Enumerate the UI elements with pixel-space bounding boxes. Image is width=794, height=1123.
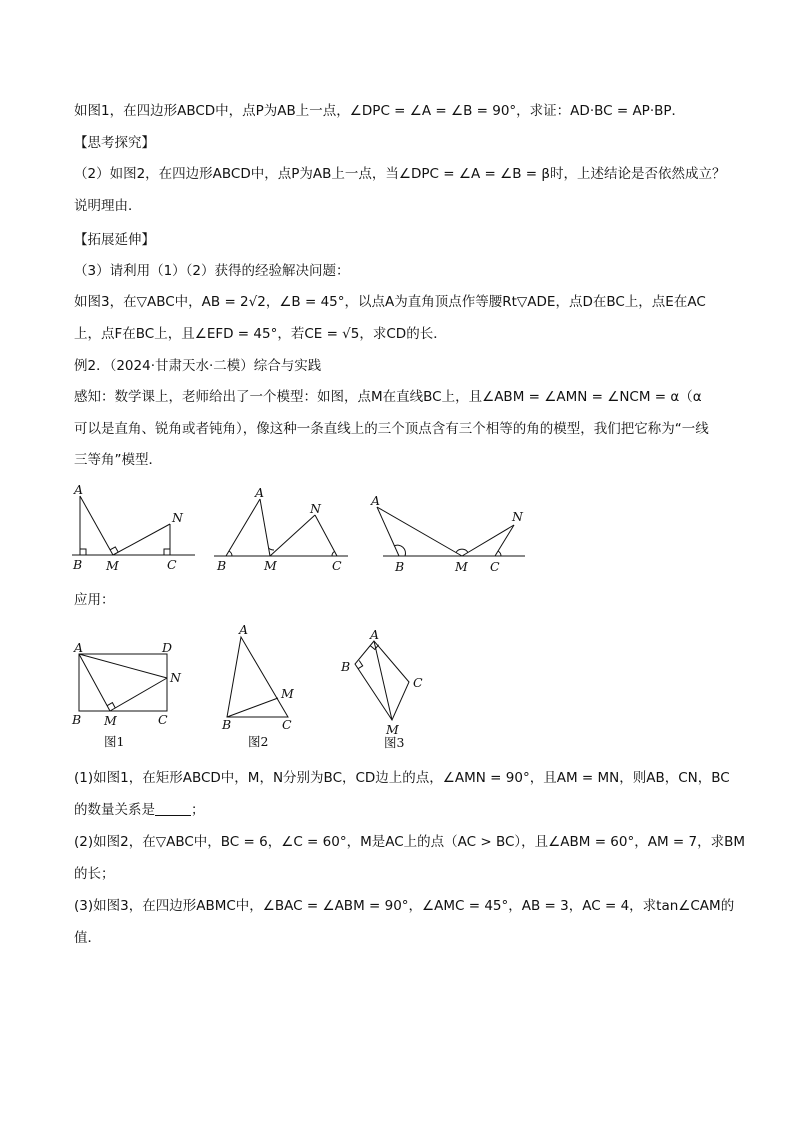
application-heading: 应用：	[74, 592, 115, 608]
svg-text:A: A	[74, 482, 84, 497]
svg-text:A: A	[370, 627, 380, 642]
svg-text:A: A	[239, 622, 249, 637]
answer-blank[interactable]	[155, 801, 191, 816]
model-figure-right-angle	[70, 480, 200, 575]
svg-text:C: C	[158, 712, 168, 727]
question-1-prompt: 的数量关系是	[74, 802, 155, 818]
svg-text:N: N	[310, 501, 321, 516]
question-1-answer-line	[74, 800, 205, 820]
svg-text:B: B	[72, 712, 82, 727]
question-1-statement: (1)如图1，在矩形ABCD中，M，N分别为BC，CD边上的点，∠AMN = 90°，且AM = MN，则AB，CN，BC	[74, 770, 730, 786]
svg-text:N: N	[512, 509, 523, 524]
example-2-heading: 例2．（2024·甘肃天水·二模）综合与实践	[74, 358, 322, 374]
svg-text:C: C	[167, 557, 177, 572]
svg-text:M: M	[106, 558, 119, 573]
problem-2-statement-cont: 说明理由．	[74, 198, 142, 214]
question-3-statement: (3)如图3，在四边形ABMC中，∠BAC = ∠ABM = 90°，∠AMC = 45°，AB = 3，AC = 4，求tan∠CAM的	[74, 898, 735, 914]
svg-text:B: B	[217, 558, 227, 573]
model-figure-acute-angle	[212, 485, 352, 575]
question-1-end: ；	[191, 802, 205, 818]
svg-text:图3: 图3	[384, 735, 405, 750]
svg-text:B: B	[341, 659, 351, 674]
problem-3-statement: 如图3，在▽ABC中，AB = 2√2，∠B = 45°，以点A为直角顶点作等腰Rt▽ADE，点D在BC上，点E在AC	[74, 294, 706, 310]
svg-text:C: C	[282, 717, 292, 732]
svg-text:C: C	[332, 558, 342, 573]
perception-statement-cont: 可以是直角、锐角或者钝角），像这种一条直线上的三个顶点含有三个相等的角的模型，我们把它称为“一线	[74, 421, 709, 437]
problem-2-statement: （2）如图2，在四边形ABCD中，点P为AB上一点，当∠DPC = ∠A = ∠B = β时，上述结论是否依然成立？	[74, 166, 726, 182]
svg-text:A: A	[74, 640, 84, 655]
section-heading-think: 【思考探究】	[74, 135, 155, 151]
application-figure-3	[330, 627, 430, 752]
perception-statement-end: 三等角”模型．	[74, 452, 162, 468]
svg-text:M: M	[104, 713, 117, 728]
model-figure-obtuse-angle	[368, 490, 528, 575]
svg-text:M: M	[264, 558, 277, 573]
svg-text:D: D	[162, 640, 173, 655]
question-3-statement-cont: 值．	[74, 930, 101, 946]
svg-text:A: A	[371, 493, 381, 508]
svg-text:B: B	[222, 717, 232, 732]
problem-1-statement: 如图1，在四边形ABCD中，点P为AB上一点，∠DPC = ∠A = ∠B = 90°，求证：AD·BC = AP·BP．	[74, 103, 686, 119]
svg-text:B: B	[73, 557, 83, 572]
svg-text:A: A	[255, 485, 265, 500]
problem-3-statement-cont: 上，点F在BC上，且∠EFD = 45°，若CE = √5，求CD的长．	[74, 326, 447, 342]
svg-text:N: N	[170, 670, 181, 685]
svg-text:M: M	[281, 686, 294, 701]
application-figure-2	[218, 620, 308, 752]
svg-text:图1: 图1	[104, 734, 125, 749]
question-2-statement: (2)如图2，在▽ABC中，BC = 6，∠C = 60°，M是AC上的点（AC > BC），且∠ABM = 60°，AM = 7，求BM	[74, 834, 745, 850]
perception-statement: 感知：数学课上，老师给出了一个模型：如图，点M在直线BC上，且∠ABM = ∠AMN = ∠NCM = α（α	[74, 389, 702, 405]
svg-text:C: C	[413, 675, 423, 690]
svg-text:B: B	[395, 559, 405, 574]
svg-text:M: M	[455, 559, 468, 574]
svg-text:N: N	[172, 510, 183, 525]
problem-3-intro: （3）请利用（1）（2）获得的经验解决问题：	[74, 263, 350, 279]
application-figure-1	[70, 640, 190, 752]
svg-text:C: C	[490, 559, 500, 574]
svg-text:M: M	[386, 722, 399, 737]
question-2-statement-cont: 的长；	[74, 866, 115, 882]
section-heading-extend: 【拓展延伸】	[74, 232, 155, 248]
svg-text:图2: 图2	[248, 734, 269, 749]
